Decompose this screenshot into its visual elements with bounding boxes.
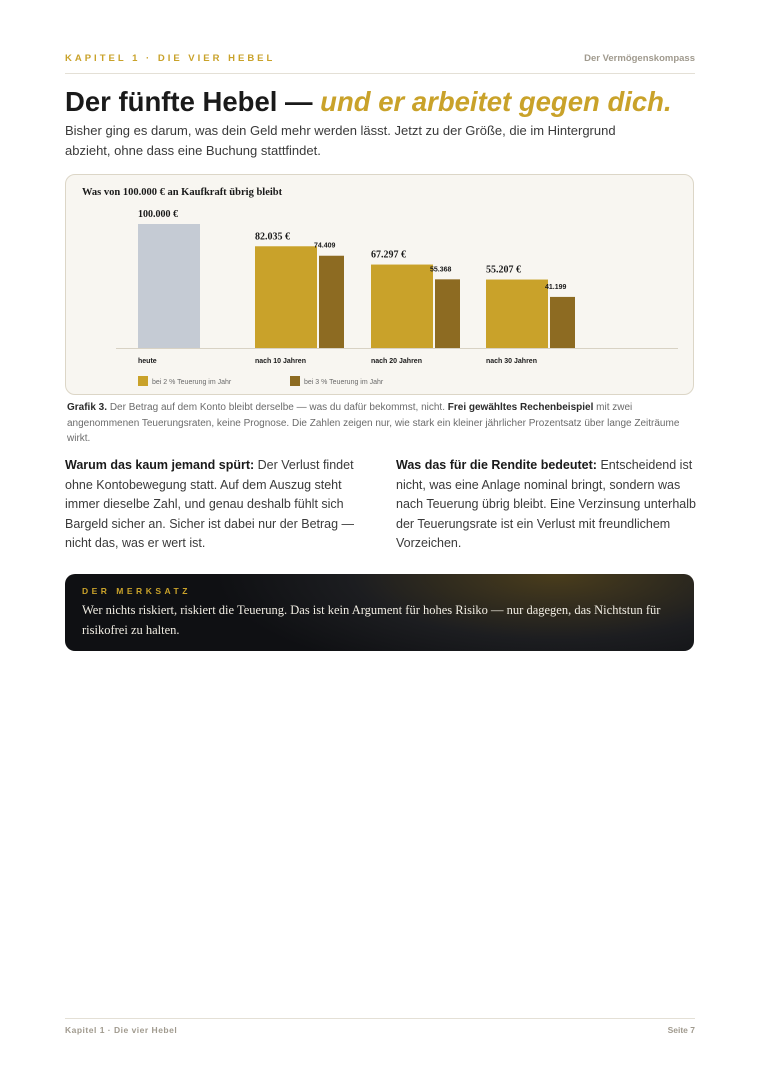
bar-2pct [255, 246, 317, 348]
lead-paragraph: Bisher ging es darum, was dein Geld mehr werden lässt. Jetzt zu der Größe, die im Hintergrund abzieht, ohne dass eine Buchung stattfindet. [65, 123, 616, 158]
page-header [65, 53, 695, 74]
page-number: Seite 7 [667, 1025, 695, 1035]
chapter-label: KAPITEL 1 · DIE VIER HEBEL [65, 53, 276, 64]
caption-text-2: mit zwei angenommenen Teuerungsraten, keine Prognose. Die Zahlen zeigen nur, wie stark ein kleiner jährlicher Prozentsatz über lange Zeiträume wirkt. [67, 402, 680, 444]
figure-caption [67, 400, 693, 447]
bar-value-label: 100.000 € [138, 209, 178, 220]
legend-swatch-3pct [290, 376, 300, 386]
bar-value-label: 55.368 [430, 266, 452, 274]
bar-3pct [319, 256, 344, 348]
bar-value-label: 55.207 € [486, 264, 521, 276]
page-title [65, 86, 672, 118]
column-left-body: Der Verlust findet ohne Kontobewegung statt. Auf dem Auszug steht immer dieselbe Zahl, und genau deshalb fühlt sich Bargeld sicher an. Sicher ist dabei nur der Betrag — nicht das, was er wert ist. [65, 458, 355, 551]
legend-label-2pct: bei 2 % Teuerung im Jahr [152, 379, 232, 386]
bar-3pct [435, 279, 460, 348]
bar-value-label: 41.199 [545, 283, 567, 291]
bar-3pct [550, 297, 575, 348]
title-main: Der fünfte Hebel — [65, 86, 313, 117]
x-tick-label: nach 10 Jahren [255, 358, 306, 365]
x-tick-label: nach 30 Jahren [486, 358, 537, 365]
bar-value-label: 74.409 [314, 242, 336, 250]
column-right-body: Entscheidend ist nicht, was eine Anlage nominal bringt, sondern was nach Teuerung übrig bleibt. Eine Verzinsung unterhalb der Teuerungsrate ist ein Verlust mit freundlichem Vorzeichen. [396, 458, 696, 551]
bar-2pct [138, 224, 200, 348]
column-left [65, 456, 365, 554]
legend-swatch-2pct [138, 376, 148, 386]
book-title: Der Vermögenskompass [584, 53, 695, 64]
caption-label: Grafik 3. [67, 402, 108, 413]
merksatz-text: Wer nichts riskiert, riskiert die Teuerung. Das ist kein Argument für hohes Risiko — nur dagegen, das Nichtstun für risikofrei zu halten. [82, 603, 661, 637]
chart-card [65, 174, 694, 395]
bar-value-label: 67.297 € [371, 249, 406, 261]
column-right [396, 456, 696, 554]
legend-label-3pct: bei 3 % Teuerung im Jahr [304, 379, 384, 386]
bar-2pct [371, 265, 433, 348]
footer-chapter: Kapitel 1 · Die vier Hebel [65, 1025, 178, 1035]
column-right-heading: Was das für die Rendite bedeutet: [396, 458, 597, 472]
column-left-heading: Warum das kaum jemand spürt: [65, 458, 255, 472]
x-tick-label: nach 20 Jahren [371, 358, 422, 365]
caption-text: Der Betrag auf dem Konto bleibt derselbe — was du dafür bekommst, nicht. [109, 402, 445, 413]
merksatz-box [65, 574, 694, 651]
bar-value-label: 82.035 € [255, 231, 290, 243]
chart-title: Was von 100.000 € an Kaufkraft übrig bleibt [82, 187, 283, 198]
title-accent: und er arbeitet gegen dich. [320, 86, 672, 117]
purchasing-power-chart [66, 175, 695, 396]
page-footer [65, 1018, 695, 1039]
caption-bold: Frei gewähltes Rechenbeispiel [447, 402, 594, 413]
x-tick-label: heute [138, 358, 157, 365]
merksatz-label: DER MERKSATZ [82, 586, 191, 596]
bar-2pct [486, 280, 548, 348]
